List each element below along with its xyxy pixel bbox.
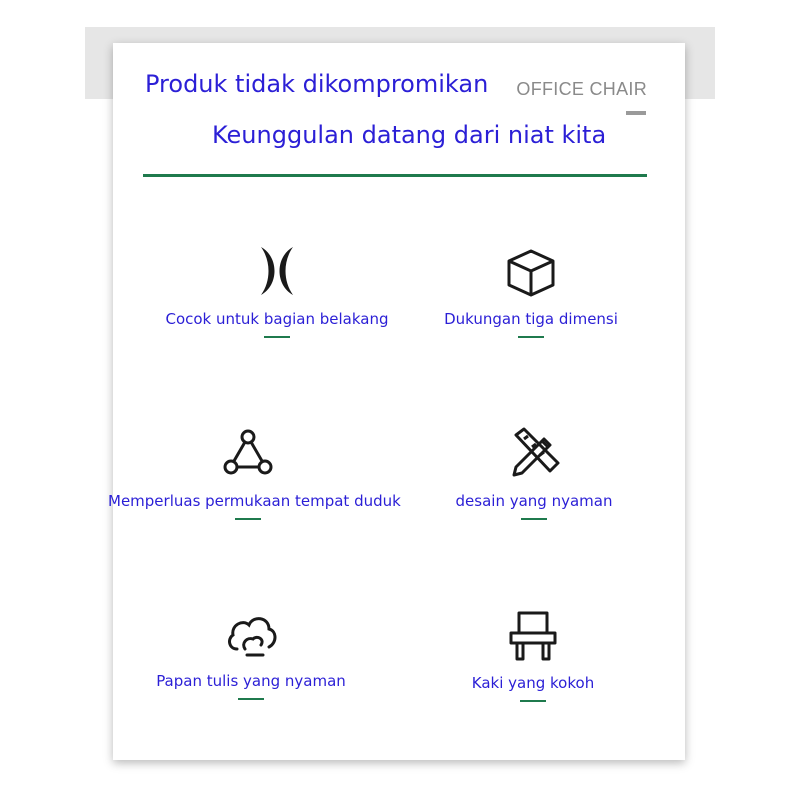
feature-underline (264, 336, 290, 338)
tagline: OFFICE CHAIR (516, 79, 647, 99)
chair-icon (505, 607, 561, 663)
feature-label: desain yang nyaman (455, 492, 613, 510)
header-divider (143, 174, 647, 177)
feature-underline (518, 336, 544, 338)
feature-underline (235, 518, 261, 520)
curved-back-icon (249, 243, 305, 299)
pencil-ruler-icon (506, 425, 562, 481)
feature-underline (520, 700, 546, 702)
feature-item-wide-seat (108, 425, 401, 520)
feature-label: Memperluas permukaan tempat duduk (108, 492, 401, 510)
feature-item-comfort-design (394, 425, 674, 520)
feature-item-back-support (137, 243, 417, 338)
cloud-icon (223, 605, 279, 661)
feature-item-comfort-board (111, 605, 391, 700)
feature-item-sturdy-legs (393, 607, 673, 702)
feature-label: Papan tulis yang nyaman (156, 672, 346, 690)
feature-item-3d-support (391, 243, 671, 338)
tagline-divider (626, 111, 646, 115)
feature-label: Dukungan tiga dimensi (444, 310, 618, 328)
headline-secondary: Keunggulan datang dari niat kita (212, 121, 607, 149)
feature-label: Kaki yang kokoh (471, 674, 595, 692)
feature-label: Cocok untuk bagian belakang (165, 310, 389, 328)
cube-icon (503, 243, 559, 299)
feature-underline (238, 698, 264, 700)
product-card (108, 43, 685, 760)
headline-primary: Produk tidak dikompromikan (145, 70, 489, 98)
share-nodes-icon (220, 425, 276, 481)
feature-underline (521, 518, 547, 520)
